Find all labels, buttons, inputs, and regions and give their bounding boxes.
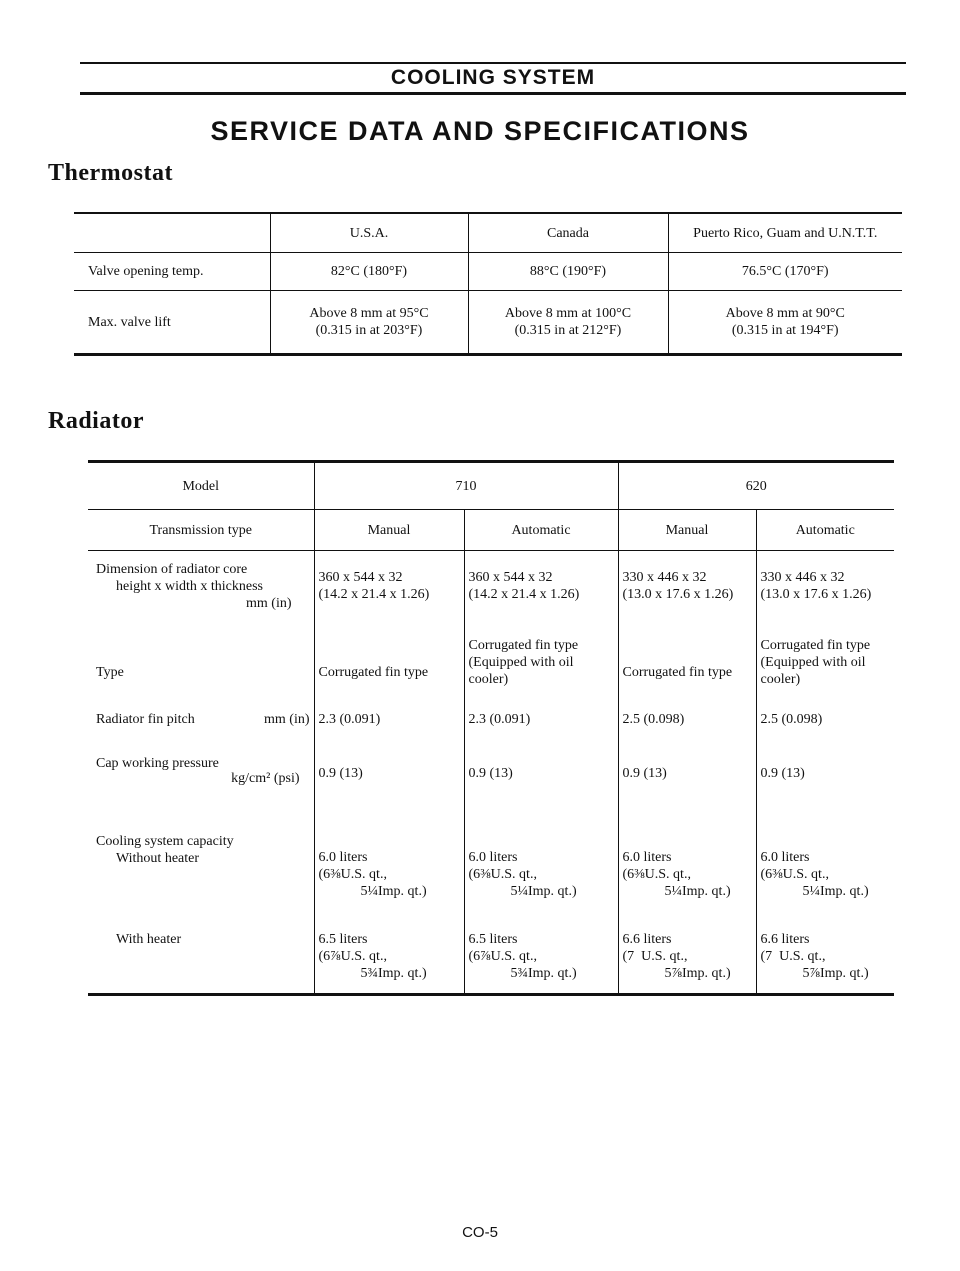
- table-cell: 2.5 (0.098): [618, 707, 756, 751]
- table-row: [88, 827, 894, 925]
- cell-line: (6⅜U.S. qt.,: [318, 867, 387, 882]
- table-cell: [464, 827, 618, 925]
- cell-line: 88°C (190°F): [529, 264, 607, 279]
- table-cell: 2.5 (0.098): [760, 712, 823, 727]
- table-row: [74, 291, 902, 355]
- table-cell: [756, 631, 894, 707]
- table-header-row: [88, 510, 894, 551]
- label-line: mm (in): [246, 596, 292, 611]
- cell-line: 6.0 liters: [318, 850, 368, 865]
- cell-line: (Equipped with oil: [760, 655, 866, 670]
- table-cell: [314, 925, 464, 995]
- label-line: Dimension of radiator core: [96, 562, 248, 577]
- page-number: CO-5: [462, 1224, 498, 1241]
- row-label: [88, 631, 314, 707]
- cell-line: 0.9 (13): [622, 766, 667, 781]
- cell-line: 6.0 liters: [468, 850, 518, 865]
- cell-line: Corrugated fin type: [318, 664, 429, 680]
- transmission-cell: Automatic: [464, 510, 618, 551]
- cell-line: 6.0 liters: [622, 850, 672, 865]
- model-label: Model: [88, 462, 314, 510]
- label-line: Type: [96, 664, 124, 680]
- table-header-cell: [74, 213, 270, 253]
- row-label: [88, 707, 314, 751]
- cell-line: 6.5 liters: [468, 932, 518, 947]
- cell-line: (0.315 in at 203°F): [315, 323, 423, 338]
- cell-line: 76.5°C (170°F): [741, 264, 829, 279]
- row-label: [88, 551, 314, 632]
- cell-line: 6.6 liters: [760, 932, 810, 947]
- label-unit: mm (in): [264, 712, 310, 727]
- cell-line: (6⅜U.S. qt.,: [622, 867, 691, 882]
- cell-line: 330 x 446 x 32: [760, 570, 845, 585]
- cell-line: 0.9 (13): [760, 766, 805, 781]
- cell-line: Above 8 mm at 95°C: [309, 306, 429, 321]
- transmission-cell: Manual: [618, 510, 756, 551]
- cell-line: cooler): [468, 672, 509, 687]
- cell-line: (14.2 x 21.4 x 1.26): [318, 587, 430, 602]
- table-cell: 2.3 (0.091): [464, 707, 618, 751]
- cell-line: 5¼Imp. qt.): [360, 884, 427, 899]
- table-cell: [756, 551, 894, 632]
- table-cell: [756, 751, 894, 827]
- cell-line: cooler): [760, 672, 801, 687]
- label-line: height x width x thickness: [116, 579, 263, 594]
- label-line: With heater: [116, 932, 182, 947]
- table-row: [88, 631, 894, 707]
- model-620: 620: [618, 462, 894, 510]
- table-cell: [618, 631, 756, 707]
- model-710: 710: [314, 462, 618, 510]
- cell-line: (6⅜U.S. qt.,: [760, 867, 829, 882]
- table-row: [88, 925, 894, 995]
- cell-line: 330 x 446 x 32: [622, 570, 707, 585]
- label-line: Cap working pressure: [96, 756, 219, 771]
- cell-line: 0.9 (13): [468, 766, 513, 781]
- cell-line: (13.0 x 17.6 x 1.26): [760, 587, 872, 602]
- table-cell: [464, 751, 618, 827]
- cell-line: 360 x 544 x 32: [468, 570, 553, 585]
- table-header-row: [74, 213, 902, 253]
- cell-line: (13.0 x 17.6 x 1.26): [622, 587, 734, 602]
- table-cell: [314, 751, 464, 827]
- cell-line: Corrugated fin type: [468, 638, 579, 653]
- cell-line: 0.9 (13): [318, 766, 363, 781]
- cell-line: (0.315 in at 212°F): [514, 323, 622, 338]
- cell-line: 5¾Imp. qt.): [360, 966, 427, 981]
- cell-line: (14.2 x 21.4 x 1.26): [468, 587, 580, 602]
- cell-line: 6.5 liters: [318, 932, 368, 947]
- transmission-cell: Manual: [314, 510, 464, 551]
- table-cell: [668, 253, 902, 291]
- cell-line: (6⅜U.S. qt.,: [468, 867, 537, 882]
- table-cell: 2.3 (0.091): [314, 707, 464, 751]
- table-cell: [618, 551, 756, 632]
- cell-line: 5⅞Imp. qt.): [802, 966, 869, 981]
- cell-line: 82°C (180°F): [330, 264, 408, 279]
- cell-line: 5¼Imp. qt.): [802, 884, 869, 899]
- table-cell: [618, 925, 756, 995]
- table-cell: [618, 827, 756, 925]
- table-cell: [468, 291, 668, 355]
- table-header-cell: Canada: [468, 213, 668, 253]
- table-cell: [464, 631, 618, 707]
- radiator-title: Radiator: [48, 408, 144, 434]
- thermostat-table: [74, 212, 902, 356]
- cell-line: (0.315 in at 194°F): [731, 323, 839, 338]
- table-cell: [464, 925, 618, 995]
- cell-line: 5¼Imp. qt.): [510, 884, 577, 899]
- document-title: SERVICE DATA AND SPECIFICATIONS: [210, 116, 750, 146]
- header-top-rule: [80, 62, 906, 64]
- cell-line: Above 8 mm at 100°C: [504, 306, 632, 321]
- table-cell: [668, 291, 902, 355]
- section-header-title: COOLING SYSTEM: [390, 66, 596, 89]
- table-row: [74, 253, 902, 291]
- cell-line: 6.6 liters: [622, 932, 672, 947]
- cell-line: Corrugated fin type: [622, 664, 733, 680]
- table-cell: [756, 925, 894, 995]
- row-label: Max. valve lift: [74, 291, 270, 355]
- table-header-cell: U.S.A.: [270, 213, 468, 253]
- table-row: [88, 707, 894, 751]
- table-row: [88, 751, 894, 827]
- table-cell: [270, 253, 468, 291]
- transmission-label: Transmission type: [88, 510, 314, 551]
- table-cell: [618, 751, 756, 827]
- cell-line: (6⅞U.S. qt.,: [468, 949, 537, 964]
- transmission-cell: Automatic: [756, 510, 894, 551]
- row-label: [88, 925, 314, 995]
- cell-line: (6⅞U.S. qt.,: [318, 949, 387, 964]
- row-label: [88, 827, 314, 925]
- cell-line: (Equipped with oil: [468, 655, 574, 670]
- cell-line: Above 8 mm at 90°C: [725, 306, 845, 321]
- radiator-table: [88, 460, 894, 996]
- table-header-row: [88, 462, 894, 510]
- header-bottom-rule: [80, 92, 906, 95]
- cell-line: (7 U.S. qt.,: [622, 949, 688, 964]
- row-label: [88, 751, 314, 827]
- cell-line: (7 U.S. qt.,: [760, 949, 826, 964]
- table-row: [88, 551, 894, 632]
- table-header-cell: Puerto Rico, Guam and U.N.T.T.: [668, 213, 902, 253]
- table-cell: [464, 551, 618, 632]
- cell-line: Corrugated fin type: [760, 638, 871, 653]
- label-unit: kg/cm² (psi): [231, 771, 300, 786]
- cell-line: 6.0 liters: [760, 850, 810, 865]
- label-line: Cooling system capacity: [96, 834, 234, 849]
- thermostat-title: Thermostat: [48, 160, 173, 186]
- table-cell: [314, 631, 464, 707]
- label-line: Without heater: [116, 851, 200, 866]
- row-label: Valve opening temp.: [74, 253, 270, 291]
- label-line: [96, 711, 310, 728]
- cell-line: 5⅞Imp. qt.): [664, 966, 731, 981]
- table-cell: [314, 827, 464, 925]
- cell-line: 360 x 544 x 32: [318, 570, 403, 585]
- table-cell: [756, 827, 894, 925]
- table-cell: [270, 291, 468, 355]
- table-cell: [314, 551, 464, 632]
- table-cell: [468, 253, 668, 291]
- cell-line: 5¼Imp. qt.): [664, 884, 731, 899]
- cell-line: 5¾Imp. qt.): [510, 966, 577, 981]
- label-text: Radiator fin pitch: [96, 712, 195, 727]
